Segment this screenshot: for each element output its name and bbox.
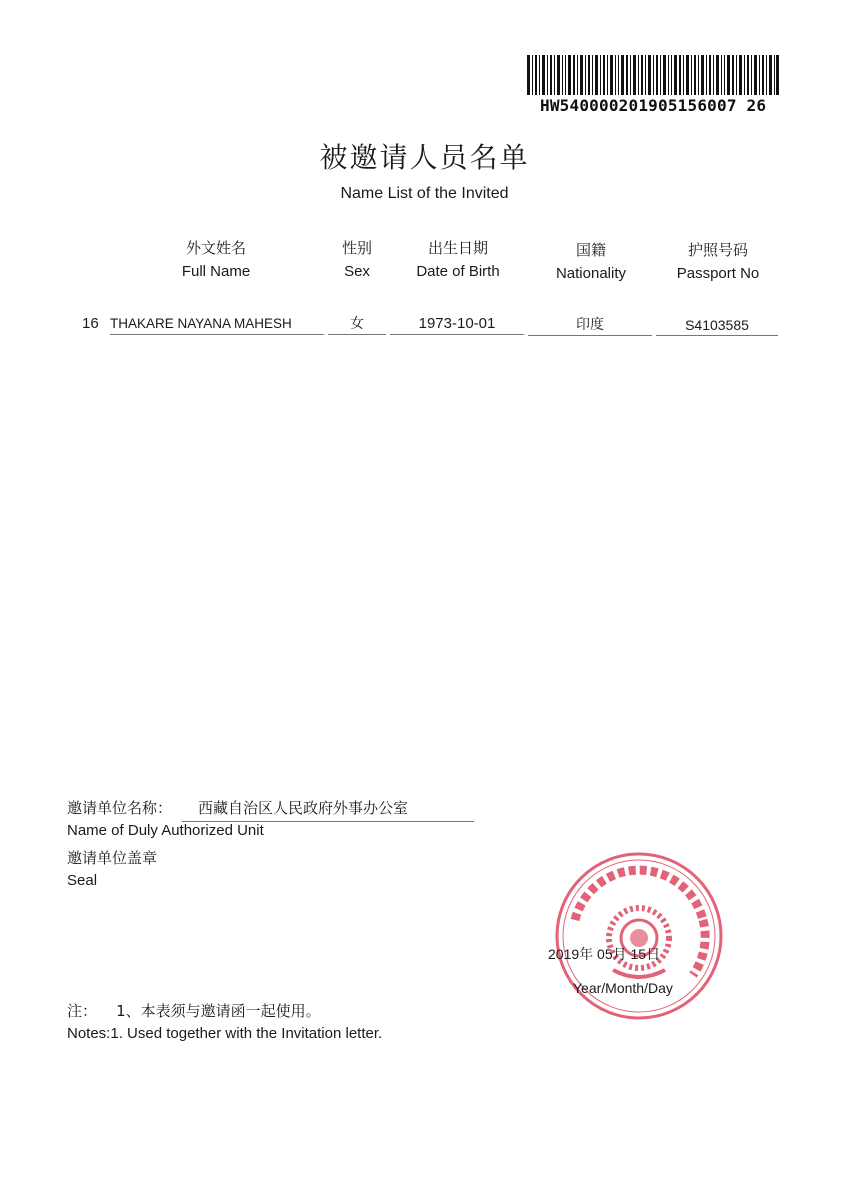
header-dob [400,236,516,284]
title-chinese: 被邀请人员名单 [319,141,530,174]
header-nationality-en: Nationality [555,265,627,282]
header-full-name [160,236,272,284]
row-passport: S4103585 [656,315,778,336]
header-nationality-zh: 国籍 [575,241,606,259]
date-format-label: Year/Month/Day [573,980,673,996]
unit-label-en: Name of Duly Authorized Unit [67,822,264,839]
date-month-char: 月 [612,947,627,963]
date-month: 05 [597,946,613,962]
date-day-char: 日 [646,947,661,963]
header-passport [662,238,774,286]
date-day: 15 [630,946,647,962]
header-passport-zh: 护照号码 [687,241,748,259]
header-nationality [538,238,644,286]
row-number: 16 [82,315,99,332]
date-year-char: 年 [579,947,594,963]
official-seal [553,850,725,1022]
seal-label-zh: 邀请单位盖章 [67,849,158,867]
row-dob: 1973-10-01 [390,314,524,335]
header-sex-zh: 性别 [341,239,372,257]
barcode [527,55,779,95]
date-year: 2019 [548,946,580,962]
row-full-name: THAKARE NAYANA MAHESH [110,314,324,335]
seal-label-en: Seal [67,872,98,889]
barcode-number: HW540000201905156007 26 [540,96,767,115]
unit-label-zh: 邀请单位名称： [67,799,173,817]
row-nationality: 印度 [528,315,652,336]
title-english: Name List of the Invited [340,185,509,202]
header-sex [328,236,386,284]
issue-date [548,944,660,964]
header-sex-en: Sex [344,263,370,280]
notes-zh: 注： 1、本表须与邀请函一起使用。 [67,1002,321,1020]
header-full-name-en: Full Name [181,263,251,280]
unit-value: 西藏自治区人民政府外事办公室 [198,799,409,817]
header-dob-zh: 出生日期 [427,239,488,257]
row-sex: 女 [328,314,386,335]
header-full-name-zh: 外文姓名 [185,239,246,257]
header-dob-en: Date of Birth [416,263,500,280]
notes-en: Notes:1. Used together with the Invitation letter. [67,1025,383,1042]
header-passport-en: Passport No [676,265,760,282]
